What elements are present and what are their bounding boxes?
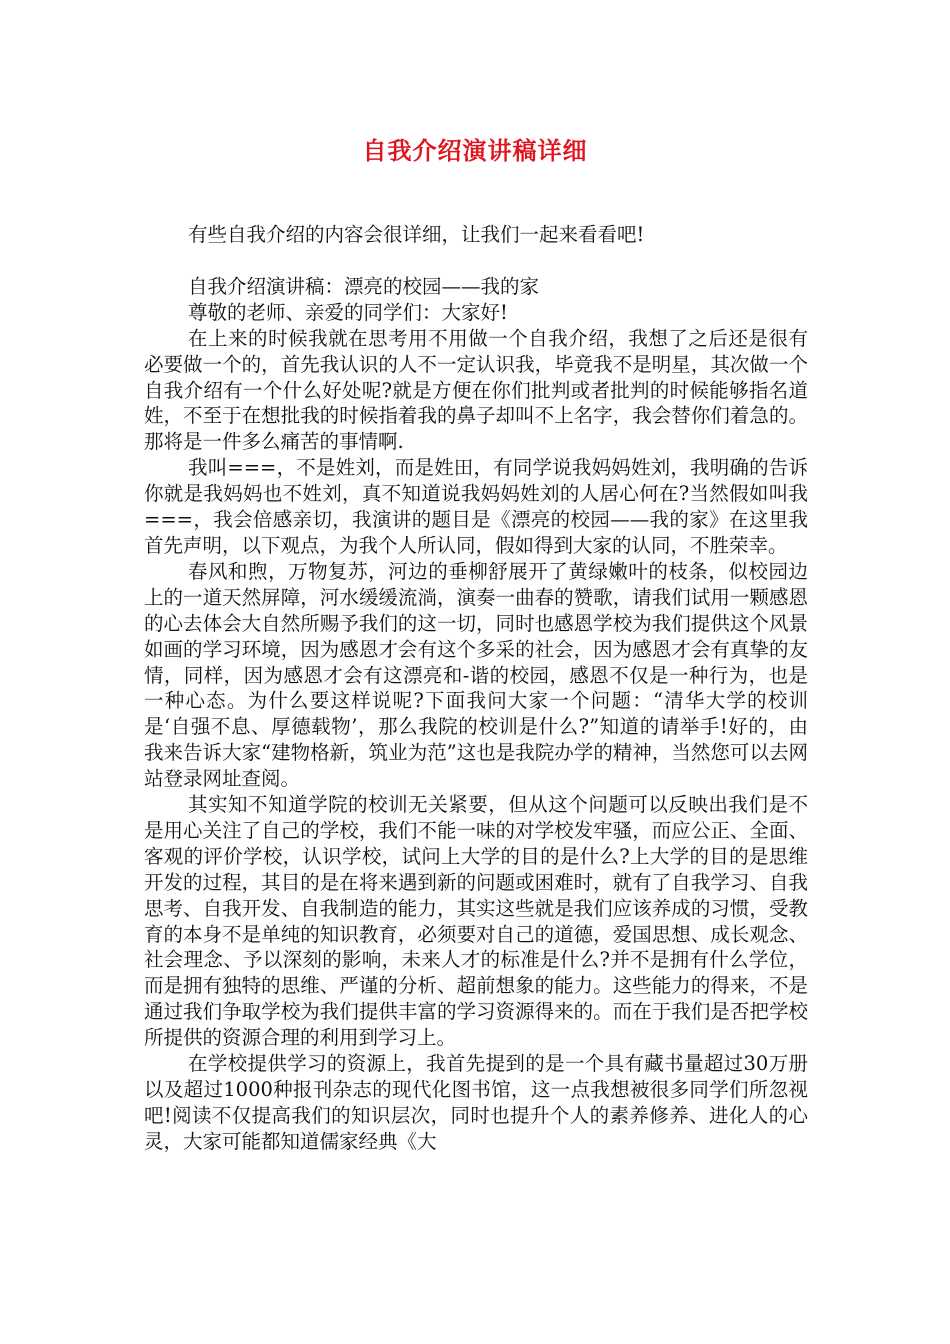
paragraph: 其实知不知道学院的校训无关紧要，但从这个问题可以反映出我们是不是用心关注了自己的学校，我们不能一味的对学校发牢骚，而应公正、全面、客观的评价学校，认识学校，试问上大学的目的是什么?上大学的目的是思维开发的过程，其目的是在将来遇到新的问题或困难时，就有了自我学习、自我思考、自我开发、自我制造的能力，其实这些就是我们应该养成的习惯，受教育的本身不是单纯的知识教育，必须要对自己的道德，爱国思想、成长观念、社会理念、予以深刻的影响，未来人才的标准是什么?并不是拥有什么学位，而是拥有独特的思维、严谨的分析、超前想象的能力。这些能力的得来，不是通过我们争取学校为我们提供丰富的学习资源得来的。而在于我们是否把学校所提供的资源合理的利用到学习上。 xyxy=(144,793,808,1050)
intro-paragraph: 有些自我介绍的内容会很详细，让我们一起来看看吧! xyxy=(188,223,645,246)
paragraph: 春风和煦，万物复苏，河边的垂柳舒展开了黄绿嫩叶的枝条，似校园边上的一道天然屏障，河水缓缓流淌，演奏一曲春的赞歌，请我们试用一颗感恩的心去体会大自然所赐予我们的这一切，同时也感恩学校为我们提供这个风景如画的学习环境，因为感恩才会有这个多采的社会，因为感恩才会有真挚的友情，同样，因为感恩才会有这漂亮和-谐的校园，感恩不仅是一种行为，也是一种心态。为什么要这样说呢?下面我问大家一个问题：“清华大学的校训是‘自强不息、厚德载物’，那么我院的校训是什么?”知道的请举手!好的，由我来告诉大家“建物格新，筑业为范”这也是我院办学的精神，当然您可以去网站登录网址查阅。 xyxy=(144,559,808,791)
document-body xyxy=(144,222,808,1155)
document-title: 自我介绍演讲稿详细 xyxy=(362,137,588,165)
speech-title-line: 自我介绍演讲稿：漂亮的校园——我的家 xyxy=(188,274,540,298)
paragraph: 我叫===，不是姓刘，而是姓田，有同学说我妈妈姓刘，我明确的告诉你就是我妈妈也不姓刘，真不知道说我妈妈姓刘的人居心何在?当然假如叫我===，我会倍感亲切，我演讲的题目是《漂亮的校园——我的家》在这里我首先声明，以下观点，为我个人所认同，假如得到大家的认同，不胜荣幸。 xyxy=(144,456,808,557)
paragraph: 在上来的时候我就在思考用不用做一个自我介绍，我想了之后还是很有必要做一个的，首先我认识的人不一定认识我，毕竟我不是明星，其次做一个自我介绍有一个什么好处呢?就是方便在你们批判或者批判的时候能够指名道姓，不至于在想批我的时候指着我的鼻子却叫不上名字，我会替你们着急的。那将是一件多么痛苦的事情啊. xyxy=(144,326,808,454)
greeting-line: 尊敬的老师、亲爱的同学们：大家好! xyxy=(188,300,508,324)
paragraph: 在学校提供学习的资源上，我首先提到的是一个具有藏书量超过30万册以及超过1000种报刊杂志的现代化图书馆，这一点我想被很多同学们所忽视吧!阅读不仅提高我们的知识层次，同时也提升个人的素养修养、进化人的心灵，大家可能都知道儒家经典《大 xyxy=(144,1052,808,1153)
